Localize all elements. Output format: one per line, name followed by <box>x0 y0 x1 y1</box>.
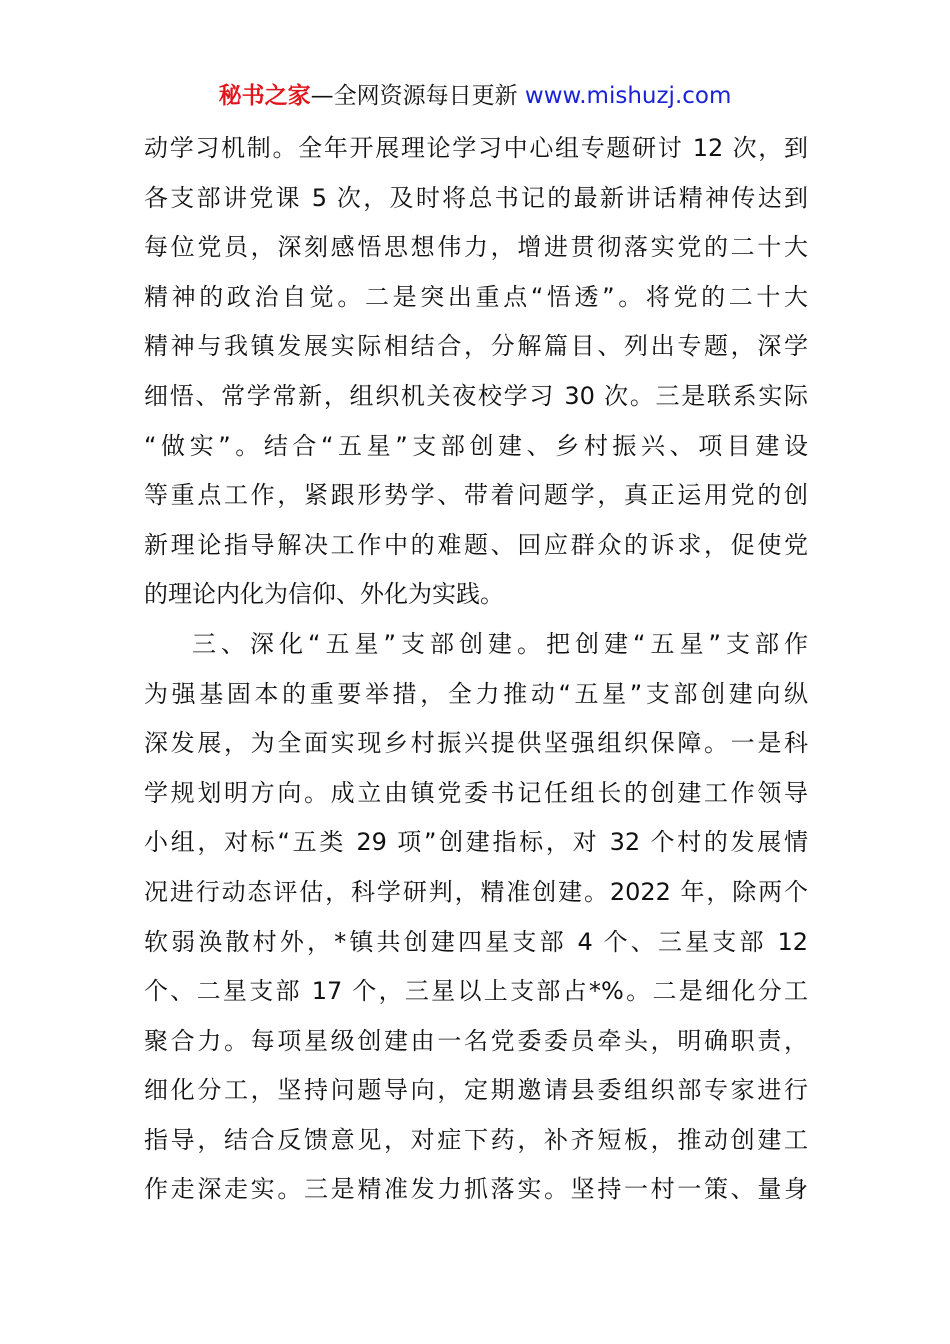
text-line: 指导，结合反馈意见，对症下药，补齐短板，推动创建工 <box>144 1125 808 1154</box>
site-url-link[interactable]: www.mishuzj.com <box>524 83 732 109</box>
text-line: 深发展，为全面实现乡村振兴提供坚强组织保障。一是科 <box>144 729 808 758</box>
text-line: 作走深走实。三是精准发力抓落实。坚持一村一策、量身 <box>144 1175 808 1204</box>
text-line: “做实”。结合“五星”支部创建、乡村振兴、项目建设 <box>144 431 808 460</box>
text-line: 细悟、常学常新，组织机关夜校学习 30 次。三是联系实际 <box>144 381 808 410</box>
site-header <box>0 80 950 112</box>
text-line: 动学习机制。全年开展理论学习中心组专题研讨 12 次，到 <box>144 134 808 162</box>
text-line: 每位党员，深刻感悟思想伟力，增进贯彻落实党的二十大 <box>144 233 808 262</box>
document-body <box>144 124 808 1215</box>
text-line: 小组，对标“五类 29 项”创建指标，对 32 个村的发展情 <box>144 828 808 857</box>
site-tagline: —全网资源每日更新 <box>310 83 518 109</box>
text-line: 况进行动态评估，科学研判，精准创建。2022 年，除两个 <box>144 877 808 906</box>
text-line: 各支部讲党课 5 次，及时将总书记的最新讲话精神传达到 <box>144 183 808 212</box>
text-line: 软弱涣散村外，*镇共创建四星支部 4 个、三星支部 12 <box>144 927 808 956</box>
section-heading-line: 三、深化“五星”支部创建。把创建“五星”支部作 <box>192 629 808 658</box>
text-line: 等重点工作，紧跟形势学、带着问题学，真正运用党的创 <box>144 481 808 510</box>
text-line: 精神的政治自觉。二是突出重点“悟透”。将党的二十大 <box>144 282 808 311</box>
text-line: 的理论内化为信仰、外化为实践。 <box>144 580 504 609</box>
text-line: 聚合力。每项星级创建由一名党委委员牵头，明确职责， <box>144 1026 808 1055</box>
text-line: 学规划明方向。成立由镇党委书记任组长的创建工作领导 <box>144 778 808 807</box>
text-line: 新理论指导解决工作中的难题、回应群众的诉求，促使党 <box>144 530 808 559</box>
text-line: 为强基固本的重要举措，全力推动“五星”支部创建向纵 <box>144 679 808 708</box>
text-line: 个、二星支部 17 个，三星以上支部占*%。二是细化分工 <box>144 977 808 1006</box>
text-line: 精神与我镇发展实际相结合，分解篇目、列出专题，深学 <box>144 332 808 361</box>
site-brand: 秘书之家 <box>218 83 311 109</box>
text-line: 细化分工，坚持问题导向，定期邀请县委组织部专家进行 <box>144 1076 808 1105</box>
